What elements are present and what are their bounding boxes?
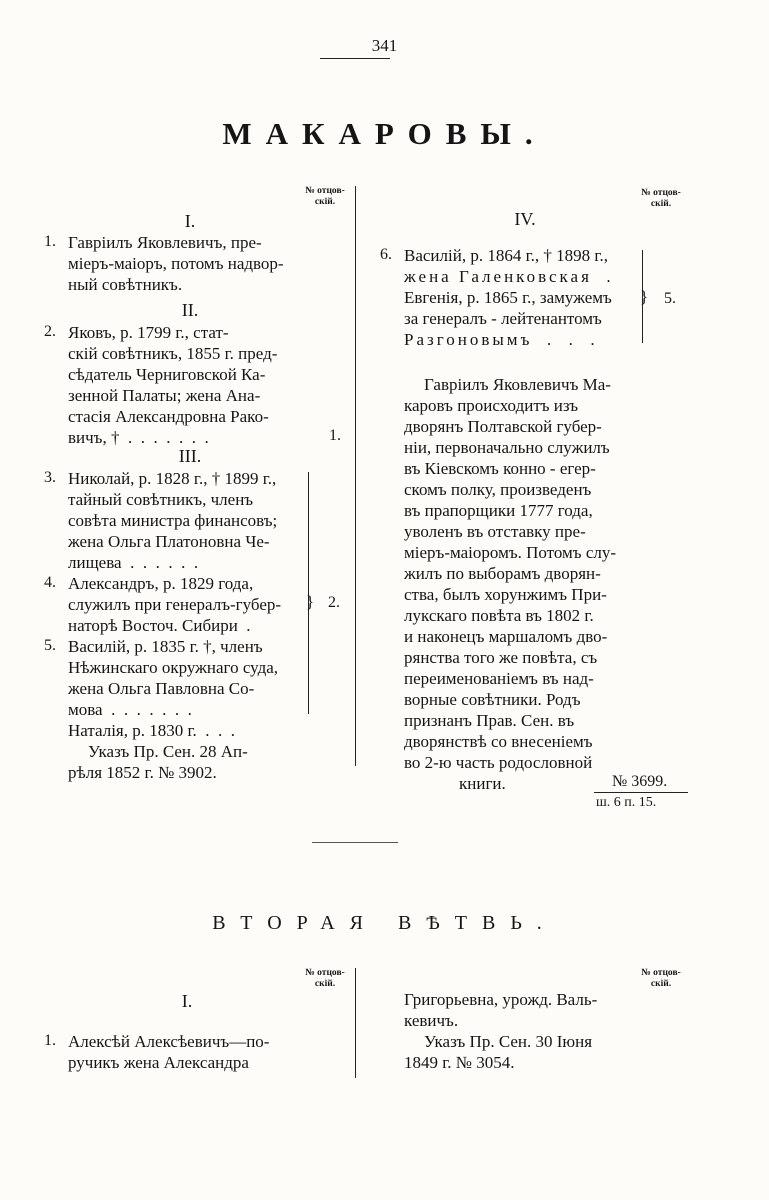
history-line: рянства того же повѣта, съ [404,648,598,667]
history-line: лукскаго повѣта въ 1802 г. [404,606,594,625]
history-line: жилъ по выборамъ дворян- [404,564,601,583]
family-title: МАКАРОВЫ. [222,116,547,151]
entry-6-line: Василій, р. 1864 г., † 1898 г., [404,246,608,265]
entry-4 [68,573,281,636]
entry-number-2: 2. [44,323,56,340]
entry-5-line: Нѣжинскаго окружнаго суда, [68,658,279,677]
father-ref-group: 2. [328,594,340,611]
otcovskiy-line1: № отцов- [641,188,681,198]
entry-2-line: скій совѣтникъ, 1855 г. пред- [68,344,278,363]
entry-2-line: вичъ, † . . . . . . . [68,428,209,447]
otcovskiy-line2: скій. [314,979,336,989]
shelf-mark: ш. 6 п. 15. [596,795,657,810]
history-line: дворянствѣ со внесеніемъ [404,732,593,751]
branch-cont-line: Григорьевна, урожд. Валь- [404,990,598,1009]
history-line: ства, былъ хорунжимъ При- [404,585,607,604]
generation-heading-2: II. [181,300,199,320]
entry-4-line: наторѣ Восточ. Сибири . [68,616,251,635]
history-line: въ прапорщики 1777 года, [404,501,593,520]
otcovskiy-header-branch-right [636,968,686,990]
otcovskiy-line1: № отцов- [305,968,345,978]
section-separator [312,842,398,843]
entry-3-line: Николай, р. 1828 г., † 1899 г., [68,469,277,488]
history-line: въ Кіевскомъ конно - егер- [404,459,596,478]
entry-6-line: за генералъ - лейтенантомъ [404,309,602,328]
otcovskiy-line2: скій. [314,197,336,207]
document-number-rule [594,792,688,793]
decree-left [68,741,248,783]
entry-2-line: сѣдатель Черниговской Ка- [68,365,266,384]
history-line: ніи, первоначально служилъ [404,438,610,457]
entry-3-line: жена Ольга Платоновна Че- [68,532,270,551]
decree-left-line: Указъ Пр. Сен. 28 Ап- [88,742,248,761]
history-line: признанъ Прав. Сен. въ [404,711,575,730]
entry-1-line: міеръ-маіоръ, потомъ надвор- [68,254,284,273]
generation-heading-3: III. [178,446,202,466]
history-line: каровъ происходитъ изъ [404,396,579,415]
otcovskiy-header-left [300,186,350,208]
entry-5 [68,636,278,720]
entry-1-line: ный совѣтникъ. [68,275,183,294]
entry-unnumbered-line: Наталія, р. 1830 г. . . . [68,721,236,740]
entry-number-4: 4. [44,574,56,591]
branch-decree-line: 1849 г. № 3054. [404,1053,515,1072]
history-line: уволенъ въ отставку пре- [404,522,586,541]
history-line: во 2-ю часть родословной [404,753,593,772]
otcovskiy-line1: № отцов- [641,968,681,978]
history-line: Гавріилъ Яковлевичъ Ма- [424,375,611,394]
history-line: ворные совѣтники. Родъ [404,690,581,709]
family-history [404,374,616,794]
history-line: книги. [459,774,506,793]
entry-number-5: 5. [44,637,56,654]
history-line: скомъ полку, произведенъ [404,480,592,499]
document-number: № 3699. [612,773,668,790]
entry-2-line: стасія Александровна Рако- [68,407,269,426]
branch-entry-1-line: Алексѣй Алексѣевичъ—по- [68,1032,270,1051]
entry-3 [68,468,277,573]
branch-generation-heading-1: I. [181,991,193,1011]
entry-3-line: тайный совѣтникъ, членъ [68,490,254,509]
otcovskiy-header-right [636,188,686,210]
branch-cont-line: кевичъ. [404,1011,459,1030]
entry-2-line: Яковъ, р. 1799 г., стат- [68,323,229,342]
entry-number-6: 6. [380,246,392,263]
entry-3-line: совѣта министра финансовъ; [68,511,278,530]
branch-entry-1-continuation [404,989,597,1073]
otcovskiy-line2: скій. [650,979,672,989]
entry-6-line: жена Галенковская . [404,267,614,286]
entry-5-line: Василій, р. 1835 г. †, членъ [68,637,263,656]
column-divider-branch [355,968,356,1078]
group-brace-tip: } [306,592,315,611]
branch-entry-number-1: 1. [44,1032,56,1049]
branch-entry-1-line: ручикъ жена Александра [68,1053,249,1072]
father-ref-entry-6: 5. [664,290,676,307]
entry-6 [404,245,614,350]
entry-5-line: мова . . . . . . . [68,700,192,719]
generation-heading-4: IV. [514,209,536,229]
otcovskiy-line1: № отцов- [305,186,345,196]
history-line: и наконецъ маршаломъ дво- [404,627,608,646]
page-number: 341 [371,36,398,55]
entry-6-line: Разгоновымъ . . . [404,330,598,349]
father-ref-entry-2: 1. [329,427,341,444]
decree-left-line: рѣля 1852 г. № 3902. [68,763,217,782]
generation-heading-1: I. [184,211,196,231]
branch-decree-line: Указъ Пр. Сен. 30 Іюня [424,1032,593,1051]
history-line: переименованіемъ въ над- [404,669,594,688]
entry-number-1: 1. [44,233,56,250]
branch-entry-1 [68,1031,269,1073]
entry-6-line: Евгенія, р. 1865 г., замужемъ [404,288,612,307]
column-divider-left [355,186,356,766]
entry-5-line: жена Ольга Павловна Со- [68,679,255,698]
entry-4-line: Александръ, р. 1829 года, [68,574,254,593]
history-line: міеръ-маіоромъ. Потомъ слу- [404,543,617,562]
history-line: дворянъ Полтавской губер- [404,417,602,436]
branch-title: ВТОРАЯ ВѢТВЬ. [212,912,557,934]
entry-2 [68,322,277,448]
entry-1 [68,232,284,295]
otcovskiy-line2: скій. [650,199,672,209]
entry-unnumbered [68,720,235,741]
entry-number-3: 3. [44,469,56,486]
entry-6-brace-tip: } [640,287,649,306]
entry-1-line: Гавріилъ Яковлевичъ, пре- [68,233,262,252]
page-number-rule [320,58,390,59]
entry-2-line: зенной Палаты; жена Ана- [68,386,261,405]
entry-3-line: лищева . . . . . . [68,553,199,572]
entry-4-line: служилъ при генералъ-губер- [68,595,282,614]
otcovskiy-header-branch-left [300,968,350,990]
